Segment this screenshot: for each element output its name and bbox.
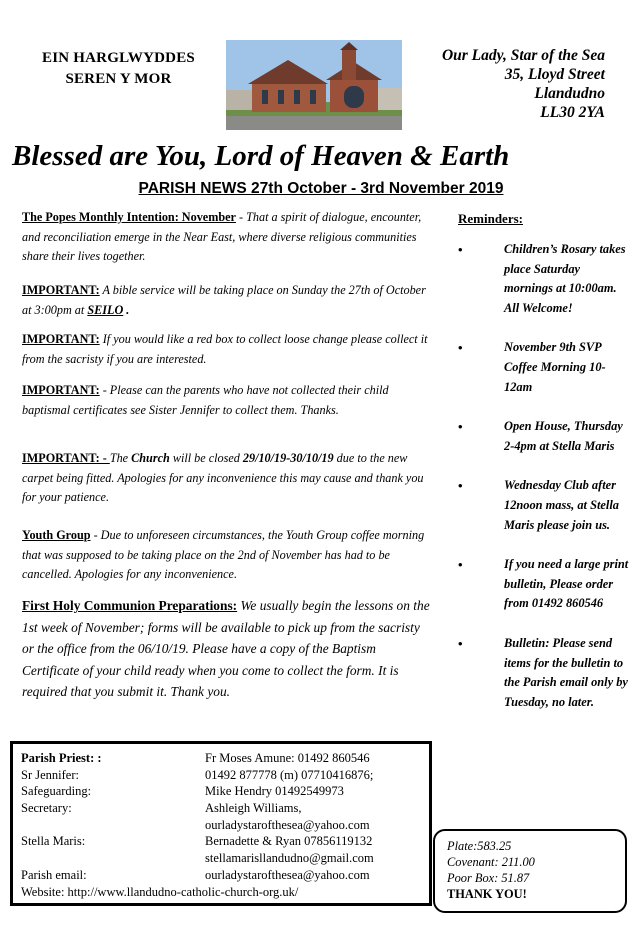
bullet-icon: • bbox=[458, 419, 463, 435]
priest-value: Fr Moses Amune: 01492 860546 bbox=[205, 751, 370, 765]
closed-text-3: due to the new carpet being fitted. Apologies for any inconvenience this may cause and thank you for your patience. bbox=[22, 451, 424, 505]
article-bible-service bbox=[22, 281, 430, 320]
contact-row-jennifer bbox=[21, 767, 429, 784]
stella-email[interactable]: stellamarisllandudno@gmail.com bbox=[205, 851, 374, 866]
address-line-2: 35, Lloyd Street bbox=[504, 66, 605, 83]
welsh-line-2: SEREN Y MOR bbox=[65, 71, 172, 87]
popes-text: That a spirit of dialogue, encounter, and reconciliation emerge in the Near East, where diverse religious communities share their lives together. bbox=[22, 210, 422, 264]
welsh-line-1: EIN HARGLWYDDES bbox=[42, 50, 195, 66]
collection-poor-box: Poor Box: 51.87 bbox=[447, 871, 530, 885]
bullet-icon: • bbox=[458, 340, 463, 356]
parish-news-header: PARISH NEWS 27th October - 3rd November 2019 bbox=[138, 180, 504, 197]
article-baptismal-certificates bbox=[22, 381, 430, 420]
reminder-text: Children’s Rosary takes place Saturday mornings at 10:00am. All Welcome! bbox=[504, 242, 626, 315]
reminders-title: Reminders: bbox=[458, 211, 523, 226]
church-address bbox=[400, 46, 605, 122]
bible-place: SEILO bbox=[87, 302, 124, 317]
reminder-text: Bulletin: Please send items for the bulletin to the Parish email only by Tuesday, no later. bbox=[504, 635, 628, 709]
contact-row-safeguarding bbox=[21, 783, 429, 800]
contact-row-secretary bbox=[21, 800, 429, 817]
bible-heading: IMPORTANT: bbox=[22, 283, 100, 297]
bullet-icon: • bbox=[458, 242, 463, 257]
closed-heading: IMPORTANT: - bbox=[22, 451, 110, 465]
church-building-icon bbox=[226, 40, 402, 130]
contact-row-priest bbox=[21, 750, 429, 767]
redbox-heading: IMPORTANT: bbox=[22, 332, 100, 346]
bullet-icon: • bbox=[458, 478, 463, 494]
bullet-icon: • bbox=[458, 635, 463, 651]
priest-label: Parish Priest: : bbox=[21, 751, 102, 765]
baptismal-text: - Please can the parents who have not collected their child baptismal certificates see Sister Jennifer to collect them. Thanks. bbox=[22, 383, 389, 417]
reminder-text: Wednesday Club after 12noon mass, at Stella Maris please join us. bbox=[504, 478, 619, 532]
reminder-item bbox=[458, 634, 630, 712]
stella-value: Bernadette & Ryan 07856119132 bbox=[205, 834, 373, 849]
bible-end: . bbox=[123, 302, 130, 317]
stella-label: Stella Maris: bbox=[21, 834, 86, 849]
safeguarding-label: Safeguarding: bbox=[21, 784, 92, 799]
collection-covenant: Covenant: 211.00 bbox=[447, 855, 535, 869]
address-line-1: Our Lady, Star of the Sea bbox=[441, 47, 605, 64]
reminder-text: If you need a large print bulletin, Please order from 01492 860546 bbox=[504, 557, 629, 611]
safeguarding-value: Mike Hendry 01492549973 bbox=[205, 784, 344, 799]
article-popes-intention bbox=[22, 208, 430, 267]
closed-text-1: The bbox=[109, 451, 132, 465]
welsh-church-name bbox=[16, 48, 221, 90]
article-red-box bbox=[22, 330, 430, 369]
collection-thanks: THANK YOU! bbox=[447, 887, 527, 901]
jennifer-label: Sr Jennifer: bbox=[21, 767, 79, 782]
contact-row-secretary-email bbox=[21, 817, 429, 834]
parish-email-label: Parish email: bbox=[21, 867, 87, 882]
youth-text: - Due to unforeseen circumstances, the Youth Group coffee morning that was supposed to be taking place on the 2nd of November has had to be cancelled. Apologies for any inconvenience. bbox=[22, 528, 425, 582]
reminder-item bbox=[458, 476, 630, 535]
redbox-text: If you would like a red box to collect loose change please collect it from the sacristy if you are interested. bbox=[22, 332, 428, 366]
collection-box bbox=[433, 829, 627, 913]
article-first-holy-communion bbox=[22, 595, 430, 703]
reminder-text: Open House, Thursday 2-4pm at Stella Maris bbox=[504, 419, 623, 453]
parish-email-value[interactable]: ourladystarofthesea@yahoo.com bbox=[205, 867, 370, 882]
jennifer-value: 01492 877778 (m) 07710416876; bbox=[205, 767, 374, 782]
baptismal-heading: IMPORTANT: bbox=[22, 383, 100, 397]
popes-sep: - bbox=[235, 210, 247, 224]
secretary-value: Ashleigh Williams, bbox=[205, 801, 302, 816]
main-title: Blessed are You, Lord of Heaven & Earth bbox=[12, 140, 510, 172]
website-link[interactable]: Website: http://www.llandudno-catholic-church-org.uk/ bbox=[21, 884, 299, 899]
contact-row-parish-email bbox=[21, 867, 429, 884]
article-youth-group bbox=[22, 526, 430, 585]
closed-church: Church bbox=[131, 451, 170, 465]
contact-row-stella bbox=[21, 833, 429, 850]
article-church-closed bbox=[22, 449, 430, 508]
address-line-4: LL30 2YA bbox=[540, 104, 605, 121]
communion-heading: First Holy Communion Preparations: bbox=[22, 598, 238, 613]
secretary-label: Secretary: bbox=[21, 801, 72, 816]
address-line-3: Llandudno bbox=[534, 85, 605, 102]
popes-heading: The Popes Monthly Intention: November bbox=[22, 210, 236, 224]
bullet-icon: • bbox=[458, 557, 463, 573]
reminder-item bbox=[458, 417, 630, 456]
contact-row-stella-email bbox=[21, 850, 429, 867]
reminder-item bbox=[458, 240, 630, 318]
closed-dates: 29/10/19-30/10/19 bbox=[242, 451, 334, 465]
youth-heading: Youth Group bbox=[22, 528, 91, 542]
reminder-item bbox=[458, 555, 630, 614]
contact-row-website bbox=[21, 884, 429, 901]
church-photo bbox=[226, 40, 402, 130]
reminder-item bbox=[458, 338, 630, 397]
reminders-list bbox=[458, 240, 630, 732]
closed-text-2: will be closed bbox=[169, 451, 243, 465]
reminder-text: November 9th SVP Coffee Morning 10-12am bbox=[504, 340, 606, 394]
bible-text: A bible service will be taking place on Sunday the 27th of October at 3:00pm at bbox=[22, 283, 426, 317]
secretary-email[interactable]: ourladystarofthesea@yahoo.com bbox=[205, 817, 370, 832]
collection-plate: Plate:583.25 bbox=[447, 839, 512, 853]
contact-box bbox=[10, 741, 432, 906]
communion-text: We usually begin the lessons on the 1st week of November; forms will be available to pick up from the sacristy or the office from the 06/10/19. Please have a copy of the Baptism Certificate of your child ready when you come to collect the form. It is required that you submit it. Thank you. bbox=[22, 598, 430, 700]
